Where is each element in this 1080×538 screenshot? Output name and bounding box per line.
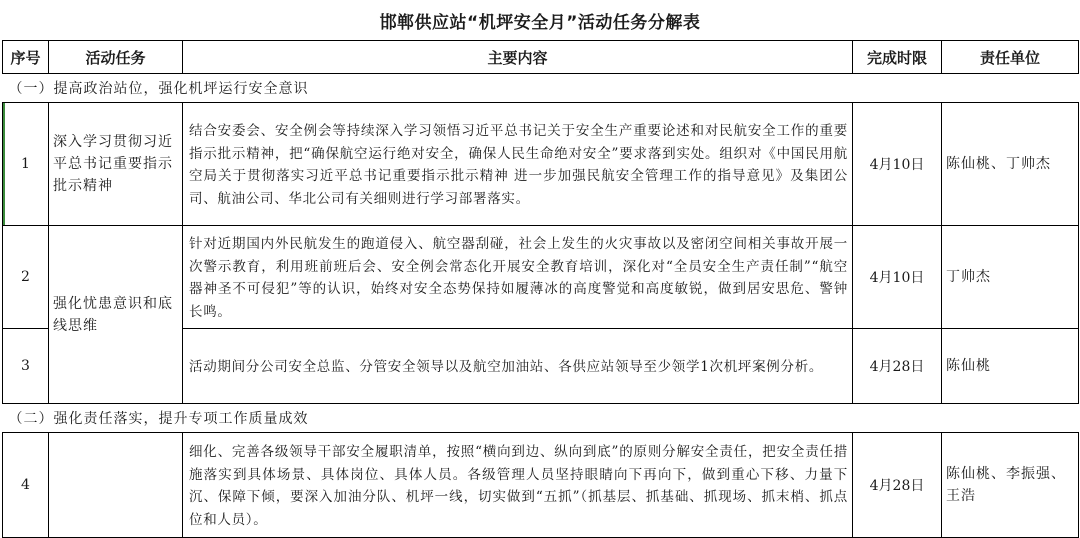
section-row xyxy=(3,404,1079,433)
row-task[interactable] xyxy=(49,433,183,538)
section-label[interactable]: （一）提高政治站位，强化机坪运行安全意识 xyxy=(3,74,1079,103)
table-row xyxy=(3,226,1079,329)
task-table xyxy=(2,40,1079,538)
table-row xyxy=(3,433,1079,538)
row-seq[interactable]: 1 xyxy=(3,103,49,226)
row-deadline[interactable]: 4月28日 xyxy=(853,433,942,538)
section-row xyxy=(3,74,1079,103)
row-content[interactable]: 细化、完善各级领导干部安全履职清单，按照“横向到边、纵向到底”的原则分解安全责任，把安全责任措施落实到具体场景、具体岗位、具体人员。各级管理人员坚持眼睛向下再向下，做到重心下移、力量下沉、保障下倾，要深入加油分队、机坪一线，切实做到“五抓”（抓基层、抓基础、抓现场、抓末梢、抓点位和人员）。 xyxy=(183,433,853,538)
row-owner[interactable]: 陈仙桃、李振强、王浩 xyxy=(942,433,1079,538)
row-content[interactable]: 针对近期国内外民航发生的跑道侵入、航空器刮碰，社会上发生的火灾事故以及密闭空间相关事故开展一次警示教育，利用班前班后会、安全例会常态化开展安全教育培训，深化对“全员安全生产责任制”“航空器神圣不可侵犯”等的认识，始终对安全态势保持如履薄冰的高度警觉和高度敏锐，做到居安思危、警钟长鸣。 xyxy=(183,226,853,329)
row-owner[interactable]: 陈仙桃 xyxy=(942,329,1079,404)
header-task[interactable]: 活动任务 xyxy=(49,41,183,74)
header-content[interactable]: 主要内容 xyxy=(183,41,853,74)
sheet-title: 邯郸供应站“机坪安全月”活动任务分解表 xyxy=(379,12,701,33)
row-seq[interactable]: 4 xyxy=(3,433,49,538)
row-task[interactable]: 深入学习贯彻习近平总书记重要指示批示精神 xyxy=(49,103,183,226)
header-seq[interactable]: 序号 xyxy=(3,41,49,74)
row-owner[interactable]: 陈仙桃、丁帅杰 xyxy=(942,103,1079,226)
header-owner[interactable]: 责任单位 xyxy=(942,41,1079,74)
table-row xyxy=(3,103,1079,226)
header-row xyxy=(3,41,1079,74)
row-seq[interactable]: 2 xyxy=(3,226,49,329)
row-task[interactable]: 强化忧患意识和底线思维 xyxy=(49,226,183,404)
header-deadline[interactable]: 完成时限 xyxy=(853,41,942,74)
section-label[interactable]: （二）强化责任落实，提升专项工作质量成效 xyxy=(3,404,1079,433)
row-seq[interactable]: 3 xyxy=(3,329,49,404)
row-deadline[interactable]: 4月10日 xyxy=(853,103,942,226)
row-content[interactable]: 结合安委会、安全例会等持续深入学习领悟习近平总书记关于安全生产重要论述和对民航安全工作的重要指示批示精神，把“确保航空运行绝对安全，确保人民生命绝对安全”要求落到实处。组织对《中国民用航空局关于贯彻落实习近平总书记重要指示批示精神 进一步加强民航安全管理工作的指导意见》及集团公司、航油公司、华北公司有关细则进行学习部署落实。 xyxy=(183,103,853,226)
row-owner[interactable]: 丁帅杰 xyxy=(942,226,1079,329)
row-deadline[interactable]: 4月10日 xyxy=(853,226,942,329)
row-deadline[interactable]: 4月28日 xyxy=(853,329,942,404)
row-content[interactable]: 活动期间分公司安全总监、分管安全领导以及航空加油站、各供应站领导至少领学1次机坪案例分析。 xyxy=(183,329,853,404)
